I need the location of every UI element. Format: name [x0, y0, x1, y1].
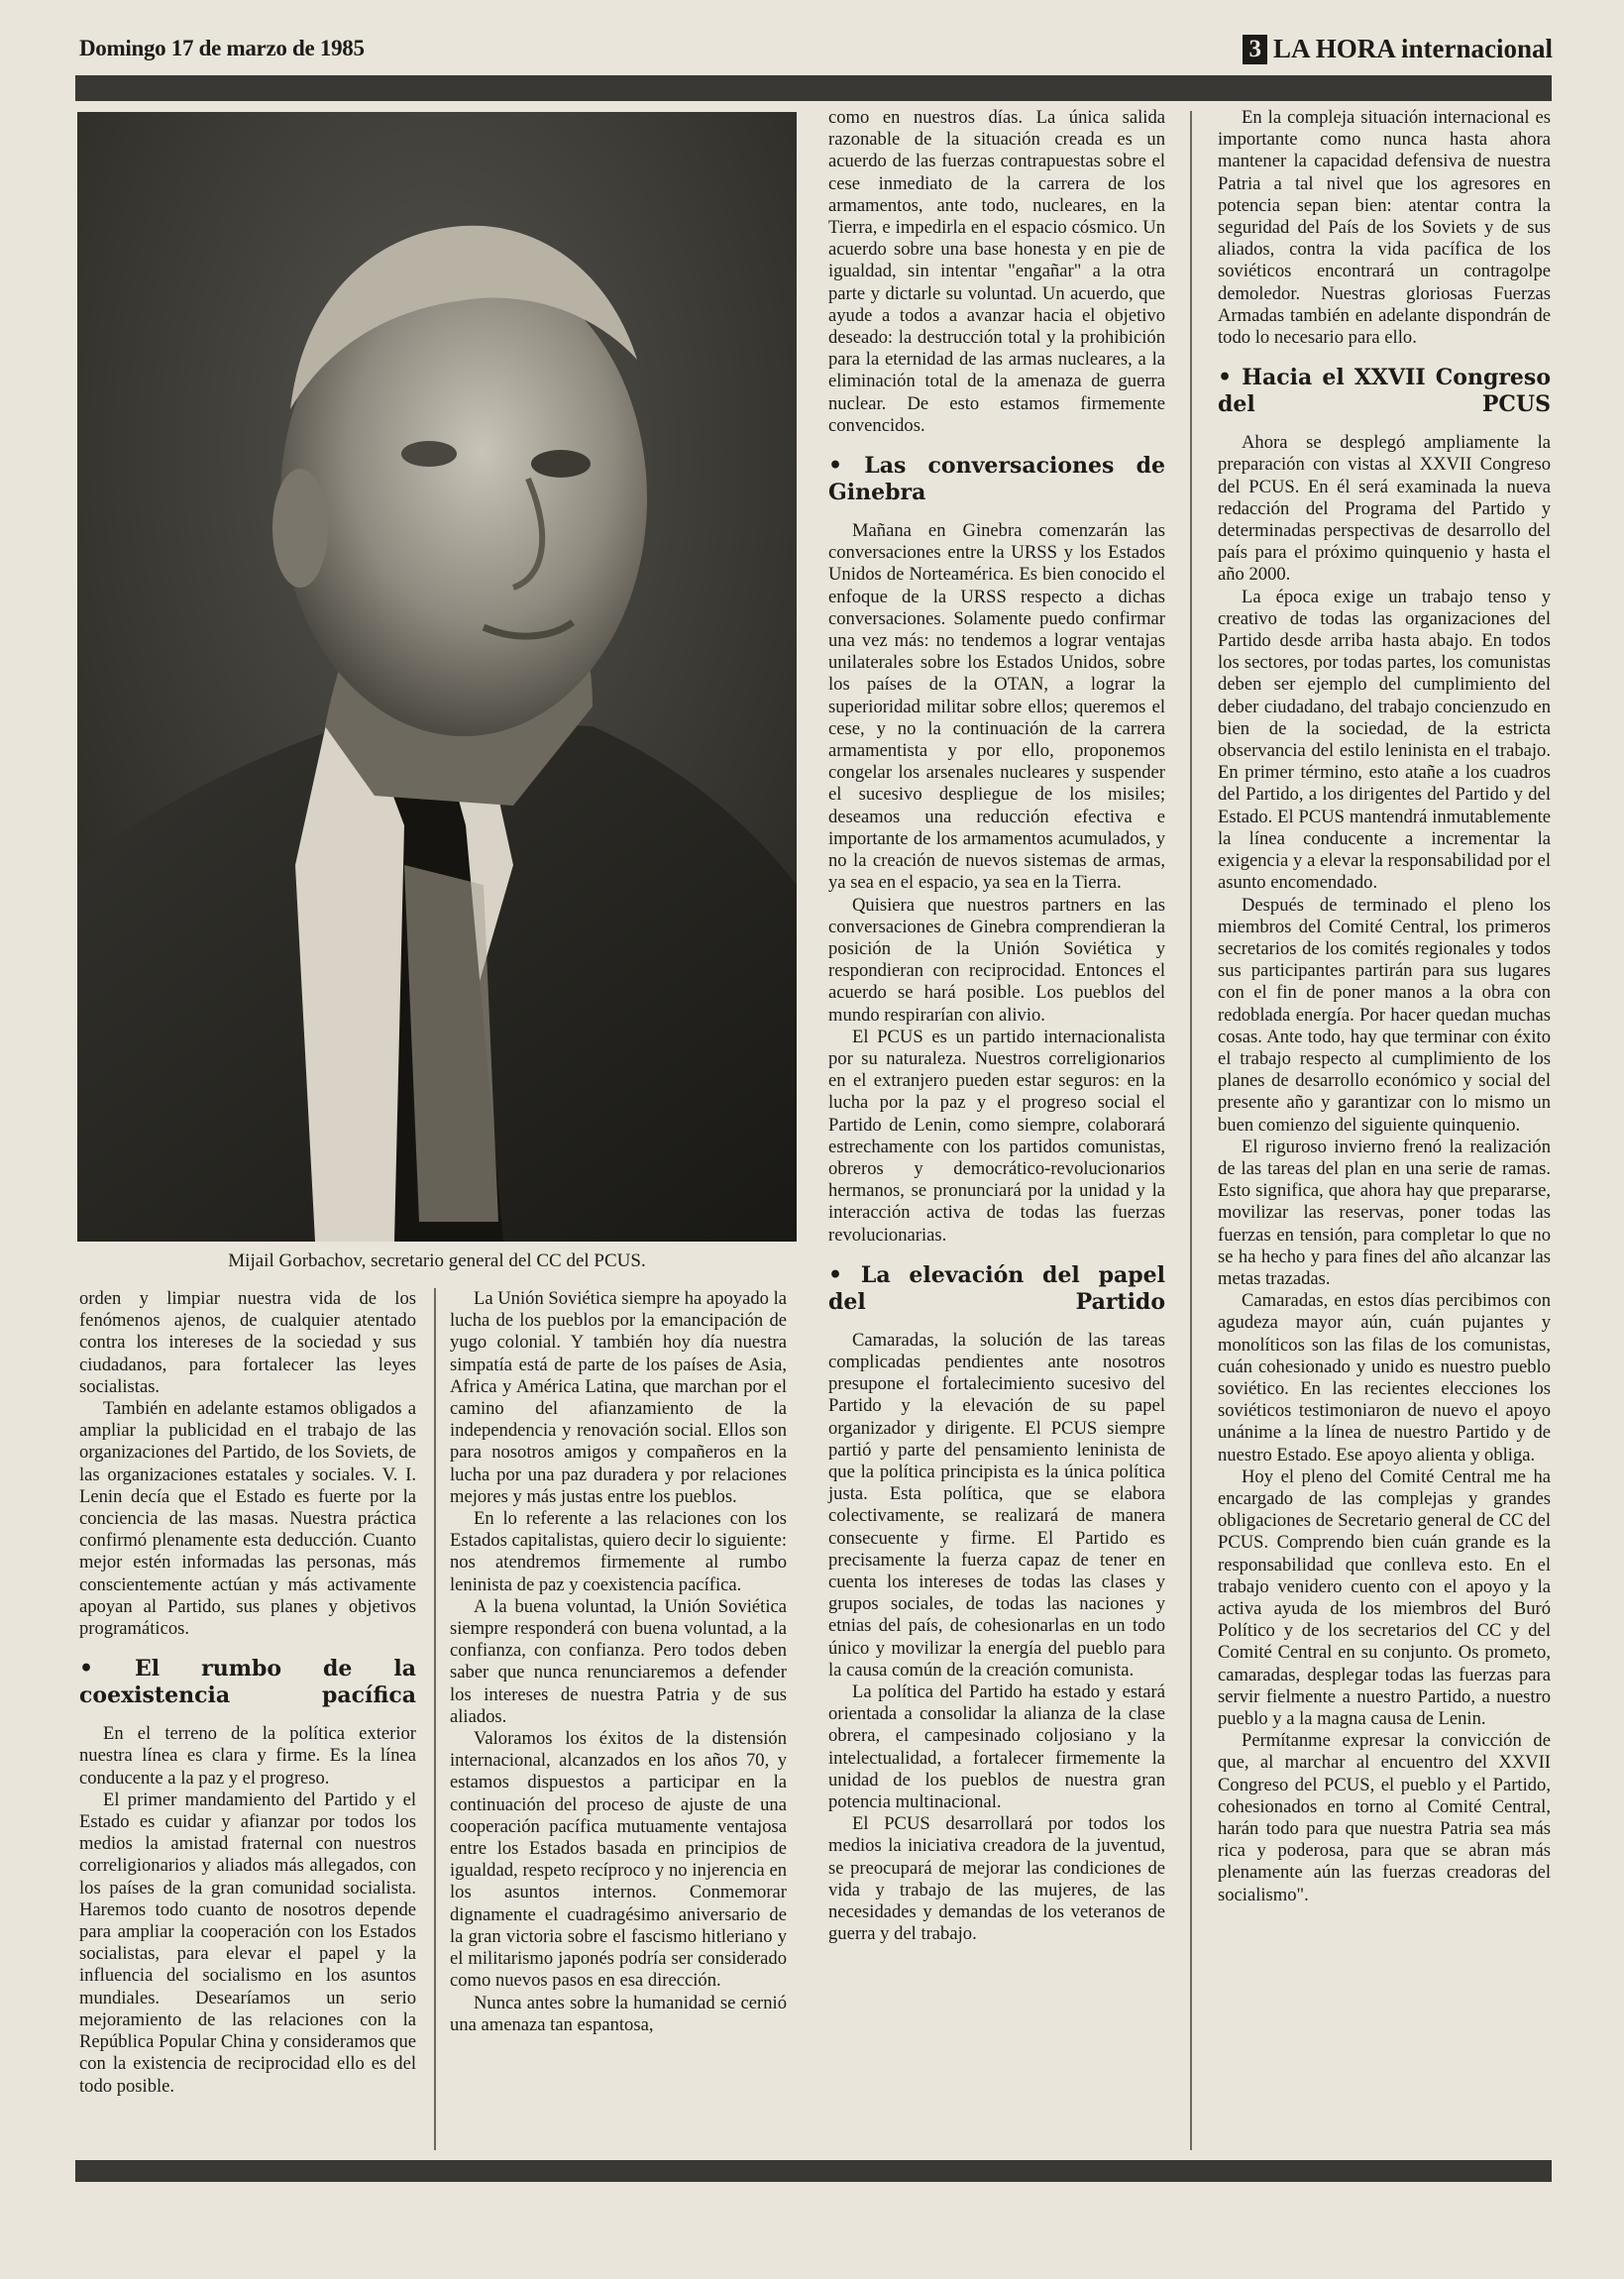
column-divider [1190, 111, 1192, 2150]
paragraph: Valoramos los éxitos de la distensión internacional, alcanzados en los años 70, y estamos dispuestos a participar en la continuación del proceso de ajuste de una cooperación pacífica mutuamente ventajosa entre los Estados basada en principios de igualdad, respeto recíproco y no injerencia en los asuntos internos. Conmemorar dignamente el cuadragésimo aniversario de la gran victoria sobre el fascismo hitleriano y el militarismo japonés podría ser considerado como nuevos pasos en esa dirección. [450, 1728, 787, 1992]
paragraph: Permítanme expresar la convicción de que, al marchar al encuentro del XXVII Congreso del PCUS, el pueblo y el Partido, cohesionados en torno al Comité Central, harán todo para que nuestra Patria sea más rica y poderosa, para que se abran más plenamente aún las fuerzas creadoras del socialismo". [1218, 1730, 1551, 1905]
paragraph: Camaradas, en estos días percibimos con agudeza mayor aún, cuán pujantes y monolíticos son las filas de los comunistas, cuán cohesionado y unido es nuestro pueblo soviético. En las recientes elecciones los soviéticos testimoniaron de nuevo el apoyo unánime a la línea de nuestro Partido y de nuestro Estado. Ese apoyo alienta y obliga. [1218, 1290, 1551, 1465]
paragraph: Quisiera que nuestros partners en las conversaciones de Ginebra comprendieran la posición de la Unión Soviética y respondieran con reciprocidad. Entonces el acuerdo se hará posible. Los pueblos del mundo respirarían con alivio. [828, 894, 1165, 1026]
paragraph: En el terreno de la política exterior nuestra línea es clara y firme. Es la línea conducente a la paz y el progreso. [79, 1723, 416, 1789]
article-column-1 [79, 1288, 416, 2098]
page-number: 3 [1243, 35, 1267, 64]
article-column-3 [1218, 107, 1551, 1906]
top-rule [75, 75, 1552, 101]
paragraph: El riguroso invierno frenó la realización de las tareas del plan en una serie de ramas. Esto significa, que ahora hay que prepararse, movilizar las reservas, poner todas las fuerzas en tensión, para completar lo que no se ha hecho y para fines del año alcanzar las metas trazadas. [1218, 1136, 1551, 1289]
paragraph: También en adelante estamos obligados a ampliar la publicidad en el trabajo de las organizaciones del Partido, de los Soviets, de las organizaciones estatales y sociales. V. I. Lenin decía que el Estado es fuerte por la conciencia de las masas. Nuestra práctica confirmó plenamente esta deducción. Cuanto mejor estén informadas las personas, más conscientemente actúan y más activamente apoyan al Partido, sus planes y objetivos programáticos. [79, 1398, 416, 1640]
section-heading: • Las conversaciones de Ginebra [828, 453, 1165, 506]
photo-caption: Mijail Gorbachov, secretario general del CC del PCUS. [228, 1250, 646, 1271]
section-heading: • La elevación del papel del Partido [828, 1261, 1165, 1315]
paragraph: orden y limpiar nuestra vida de los fenómenos ajenos, de cualquier atentado contra los intereses de la sociedad y sus ciudadanos, para fortalecer las leyes socialistas. [79, 1288, 416, 1397]
issue-date: Domingo 17 de marzo de 1985 [79, 36, 365, 60]
section-heading: • El rumbo de la coexistencia pacífica [79, 1656, 416, 1709]
paragraph: Ahora se desplegó ampliamente la preparación con vistas al XXVII Congreso del PCUS. En él será examinada la nueva redacción del Programa del Partido y determinadas perspectivas de desarrollo del país para el próximo quinquenio y hasta el año 2000. [1218, 432, 1551, 586]
paragraph: Mañana en Ginebra comenzarán las conversaciones entre la URSS y los Estados Unidos de Norteamérica. Es bien conocido el enfoque de la URSS respecto a dichas conversaciones. Solamente puedo confirmar una vez más: no tendemos a lograr ventajas unilaterales sobre los Estados Unidos, sobre los países de la OTAN, a lograr la superioridad militar sobre ellos; queremos el cese, y no la continuación de la carrera armamentista y por ello, proponemos congelar los arsenales nucleares y suspender el sucesivo despliegue de los misiles; deseamos una reducción efectiva e importante de los armamentos acumulados, y no la creación de nuevos sistemas de armas, ya sea en el espacio, ya sea en la Tierra. [828, 520, 1165, 894]
paragraph: Hoy el pleno del Comité Central me ha encargado de las complejas y grandes obligaciones de Secretario general de CC del PCUS. Comprendo bien cuán grande es la responsabilidad que conlleva esto. En el trabajo venidero cuento con el apoyo y la activa ayuda de los miembros del Buró Político y de los secretarios del CC y del Comité Central en su conjunto. Os prometo, camaradas, desplegar todas las fuerzas para servir fielmente a nuestro Partido, a nuestro pueblo y a la magna causa de Lenin. [1218, 1465, 1551, 1730]
section-heading: • Hacia el XXVII Congreso del PCUS [1218, 365, 1551, 418]
article-column-1b [450, 1288, 787, 2036]
column-divider [434, 1288, 436, 2150]
bottom-rule [75, 2160, 1552, 2182]
paragraph: Nunca antes sobre la humanidad se cernió una amenaza tan espantosa, [450, 1992, 787, 2035]
paragraph: como en nuestros días. La única salida razonable de la situación creada es un acuerdo de las fuerzas contrapuestas sobre el cese inmediato de la carrera de los armamentos, ante todo, nucleares, en la Tierra, e impedirla en el espacio cósmico. Un acuerdo sobre una base honesta y en pie de igualdad, sin intentar "engañar" a la otra parte y dictarle su voluntad. Un acuerdo, que ayude a todos a avanzar hacia el objetivo deseado: la destrucción total y la prohibición para la eternidad de las armas nucleares, a la eliminación total de la amenaza de guerra nuclear. De esto estamos firmemente convencidos. [828, 107, 1165, 436]
paragraph: La Unión Soviética siempre ha apoyado la lucha de los pueblos por la emancipación de yugo colonial. Y también hoy día nuestra simpatía está de parte de los países de Asia, Africa y América Latina, que marchan por el camino del afianzamiento de la independencia y renovación social. Ellos son para nosotros amigos y compañeros en la lucha por una paz duradera y por relaciones mejores y más justas entre los pueblos. [450, 1288, 787, 1507]
paragraph: El primer mandamiento del Partido y el Estado es cuidar y afianzar por todos los medios la amistad fraternal con nuestros correligionarios y aliados más allegados, con los países de la gran comunidad socialista. Haremos todo cuanto de nosotros depende para ampliar la cooperación con los Estados socialistas, para elevar el papel y la influencia del socialismo en los asuntos mundiales. Desearíamos un serio mejoramiento de las relaciones con la República Popular China y consideramos que con la existencia de reciprocidad ello es del todo posible. [79, 1789, 416, 2097]
section-title: LA HORA internacional [1272, 34, 1553, 63]
paragraph: Camaradas, la solución de las tareas complicadas pendientes ante nosotros presupone el fortalecimiento sucesivo del Partido y la elevación de su papel organizador y dirigente. El PCUS siempre partió y parte del pensamiento leninista de que la política principista es la única política justa. Esta política, que se elabora colectivamente, se realizará de manera consecuente y firme. El Partido es precisamente la fuerza capaz de tener en cuenta los intereses de todas las clases y grupos sociales, de todas las naciones y etnias del país, de cohesionarlas en un todo único y movilizar la energía del pueblo para la causa común de la creación comunista. [828, 1329, 1165, 1681]
article-column-2 [828, 107, 1165, 1945]
paragraph: El PCUS desarrollará por todos los medios la iniciativa creadora de la juventud, se preocupará de mejorar las condiciones de vida y trabajo de las mujeres, de las necesidades y demandas de los veteranos de guerra y del trabajo. [828, 1813, 1165, 1945]
paragraph: La época exige un trabajo tenso y creativo de todas las organizaciones del Partido desde arriba hasta abajo. En todos los sectores, por todas partes, los comunistas deben ser ejemplo del cumplimiento del deber ciudadano, del trabajo concienzudo en bien de la sociedad, de la estricta observancia del estilo leninista en el trabajo. En primer término, esto atañe a los cuadros del Partido, a los dirigentes del Partido y del Estado. El PCUS mantendrá inmutablemente la línea conducente a incrementar la exigencia y a elevar la responsabilidad por el asunto encomendado. [1218, 586, 1551, 894]
paragraph: Después de terminado el pleno los miembros del Comité Central, los primeros secretarios de los comités regionales y todos sus participantes partirán para sus lugares con el fin de poner manos a la obra con redoblada energía. Por hacer quedan muchas cosas. Ante todo, hay que terminar con éxito el trabajo respecto al cumplimiento de los planes de desarrollo económico y social del presente año y garantizar con lo mismo un buen comienzo del siguiente quinquenio. [1218, 894, 1551, 1136]
portrait-drawing [77, 112, 797, 1242]
portrait-photo [77, 112, 797, 1242]
paragraph: La política del Partido ha estado y estará orientada a consolidar la alianza de la clase obrera, el campesinado coljosiano y la intelectualidad, a fortalecer firmemente la unidad de los pueblos de nuestra gran potencia multinacional. [828, 1682, 1165, 1813]
paragraph: El PCUS es un partido internacionalista por su naturaleza. Nuestros correligionarios en el extranjero pueden estar seguros: en la lucha por la paz y el progreso social el Partido de Lenin, como siempre, colaborará estrechamente con los partidos comunistas, obreros y democrático-revolucionarios hermanos, se pronunciará por la unidad y la interacción activa de todas las fuerzas revolucionarias. [828, 1026, 1165, 1246]
paragraph: En lo referente a las relaciones con los Estados capitalistas, quiero decir lo siguiente: nos atendremos firmemente al rumbo leninista de paz y coexistencia pacífica. [450, 1508, 787, 1595]
paragraph: En la compleja situación internacional es importante como nunca hasta ahora mantener la capacidad defensiva de nuestra Patria a tal nivel que los agresores en potencia sepan bien: atentar contra la seguridad del País de los Soviets y de sus aliados, contra la vida pacífica de los soviéticos encontrará un contragolpe demoledor. Nuestras gloriosas Fuerzas Armadas también en adelante dispondrán de todo lo necesario para ello. [1218, 107, 1551, 349]
paragraph: A la buena voluntad, la Unión Soviética siempre responderá con buena voluntad, a la confianza, con confianza. Pero todos deben saber que nunca renunciaremos a defender los intereses de nuestra Patria y de sus aliados. [450, 1595, 787, 1727]
masthead [1243, 34, 1553, 64]
